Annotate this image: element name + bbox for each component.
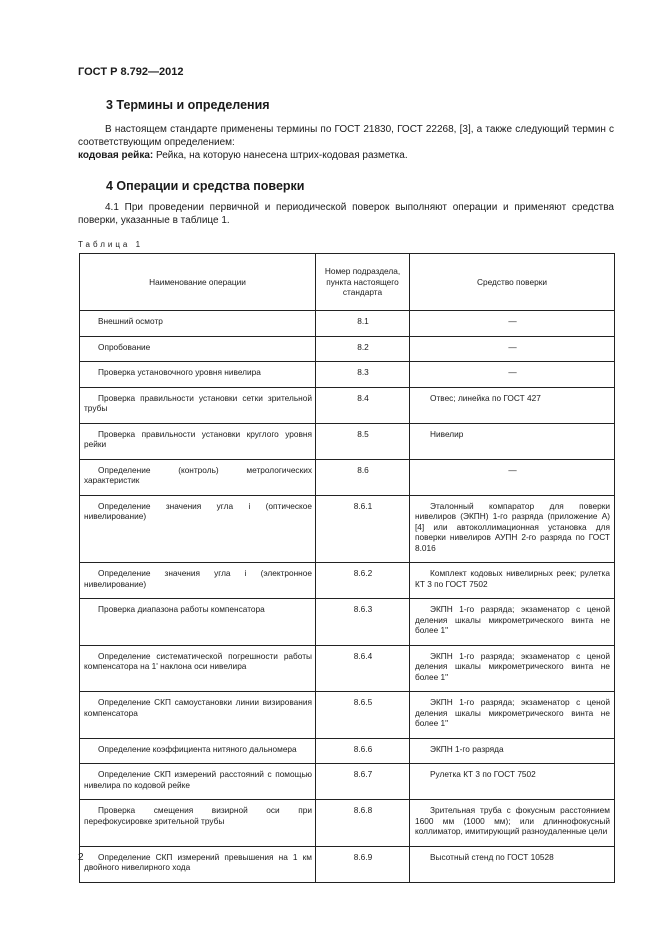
- operation-cell: Проверка правильности установки круглого уровня рейки: [80, 423, 316, 459]
- section-4-text: 4.1 При проведении первичной и периодической поверок выполняют операции и применяют средства поверки, указанные в таблице 1.: [78, 202, 614, 226]
- operation-cell: Определение СКП измерений расстояний с помощью нивелира по кодовой рейке: [80, 764, 316, 800]
- table-row: [80, 311, 615, 337]
- tool-cell: Высотный стенд по ГОСТ 10528: [410, 846, 615, 882]
- tool-cell: Нивелир: [410, 423, 615, 459]
- number-cell: 8.6.4: [316, 645, 410, 692]
- tool-cell: Эталонный компаратор для поверки нивелиров (ЭКПН) 1-го разряда (приложение А) [4] или автоколлимационная установка для поверки нивелиров АУПН 2-го разряда по ГОСТ 8.016: [410, 495, 615, 563]
- table-row: [80, 495, 615, 563]
- operation-cell: Проверка правильности установки сетки зрительной трубы: [80, 387, 316, 423]
- number-cell: 8.3: [316, 362, 410, 388]
- section-3-title: 3 Термины и определения: [106, 98, 270, 112]
- number-cell: 8.5: [316, 423, 410, 459]
- number-cell: 8.6.9: [316, 846, 410, 882]
- tool-cell: ЭКПН 1-го разряда; экзаменатор с ценой деления шкалы микрометрического винта не более 1": [410, 692, 615, 739]
- operation-cell: Определение систематической погрешности работы компенсатора на 1' наклона оси нивелира: [80, 645, 316, 692]
- number-cell: 8.6.3: [316, 599, 410, 646]
- page-number: 2: [78, 852, 84, 863]
- operation-cell: Определение значения угла i (оптическое нивелирование): [80, 495, 316, 563]
- tool-cell: Рулетка КТ 3 по ГОСТ 7502: [410, 764, 615, 800]
- operation-cell: Проверка диапазона работы компенсатора: [80, 599, 316, 646]
- number-cell: 8.1: [316, 311, 410, 337]
- verification-table: [79, 253, 615, 883]
- tool-cell: ЭКПН 1-го разряда; экзаменатор с ценой деления шкалы микрометрического винта не более 1": [410, 645, 615, 692]
- section-4-title: 4 Операции и средства поверки: [106, 179, 305, 193]
- operation-cell: Проверка смещения визирной оси при перефокусировке зрительной трубы: [80, 800, 316, 847]
- operation-cell: Внешний осмотр: [80, 311, 316, 337]
- table-row: [80, 362, 615, 388]
- number-cell: 8.6: [316, 459, 410, 495]
- operation-cell: Определение СКП измерений превышения на 1 км двойного нивелирного хода: [80, 846, 316, 882]
- table-row: [80, 387, 615, 423]
- number-cell: 8.4: [316, 387, 410, 423]
- header-operation: Наименование операции: [80, 254, 316, 311]
- table-row: [80, 764, 615, 800]
- term-name: кодовая рейка:: [78, 150, 154, 161]
- table-row: [80, 459, 615, 495]
- table-row: [80, 846, 615, 882]
- tool-cell: —: [410, 311, 615, 337]
- term-definition-text: Рейка, на которую нанесена штрих-кодовая разметка.: [153, 150, 408, 161]
- operation-cell: Определение (контроль) метрологических характеристик: [80, 459, 316, 495]
- number-cell: 8.6.8: [316, 800, 410, 847]
- table-row: [80, 692, 615, 739]
- number-cell: 8.2: [316, 336, 410, 362]
- table-header-row: [80, 254, 615, 311]
- table-row: [80, 645, 615, 692]
- table-caption: Таблица 1: [78, 240, 144, 249]
- table-row: [80, 800, 615, 847]
- tool-cell: —: [410, 459, 615, 495]
- header-number: Номер подраздела, пункта настоящего стандарта: [316, 254, 410, 311]
- table-row: [80, 423, 615, 459]
- number-cell: 8.6.5: [316, 692, 410, 739]
- number-cell: 8.6.1: [316, 495, 410, 563]
- table-row: [80, 738, 615, 764]
- table-row: [80, 563, 615, 599]
- tool-cell: ЭКПН 1-го разряда: [410, 738, 615, 764]
- tool-cell: —: [410, 336, 615, 362]
- table-row: [80, 336, 615, 362]
- term-definition: [78, 149, 614, 162]
- tool-cell: ЭКПН 1-го разряда; экзаменатор с ценой деления шкалы микрометрического винта не более 1": [410, 599, 615, 646]
- tool-cell: Отвес; линейка по ГОСТ 427: [410, 387, 615, 423]
- header-tool: Средство поверки: [410, 254, 615, 311]
- tool-cell: Зрительная труба с фокусным расстоянием 1600 мм (1000 мм); или длиннофокусный коллиматор, имитирующий разноудаленные цели: [410, 800, 615, 847]
- document-header: ГОСТ Р 8.792—2012: [78, 66, 184, 78]
- operation-cell: Определение СКП самоустановки линии визирования компенсатора: [80, 692, 316, 739]
- table-row: [80, 599, 615, 646]
- section-3-intro: В настоящем стандарте применены термины по ГОСТ 21830, ГОСТ 22268, [3], а также следующий термин с соответствующим определением:: [78, 124, 614, 148]
- operation-cell: Определение значения угла i (электронное нивелирование): [80, 563, 316, 599]
- operation-cell: Опробование: [80, 336, 316, 362]
- tool-cell: —: [410, 362, 615, 388]
- operation-cell: Определение коэффициента нитяного дальномера: [80, 738, 316, 764]
- section-3-text: [78, 123, 614, 149]
- number-cell: 8.6.7: [316, 764, 410, 800]
- number-cell: 8.6.6: [316, 738, 410, 764]
- operation-cell: Проверка установочного уровня нивелира: [80, 362, 316, 388]
- number-cell: 8.6.2: [316, 563, 410, 599]
- tool-cell: Комплект кодовых нивелирных реек; рулетка КТ 3 по ГОСТ 7502: [410, 563, 615, 599]
